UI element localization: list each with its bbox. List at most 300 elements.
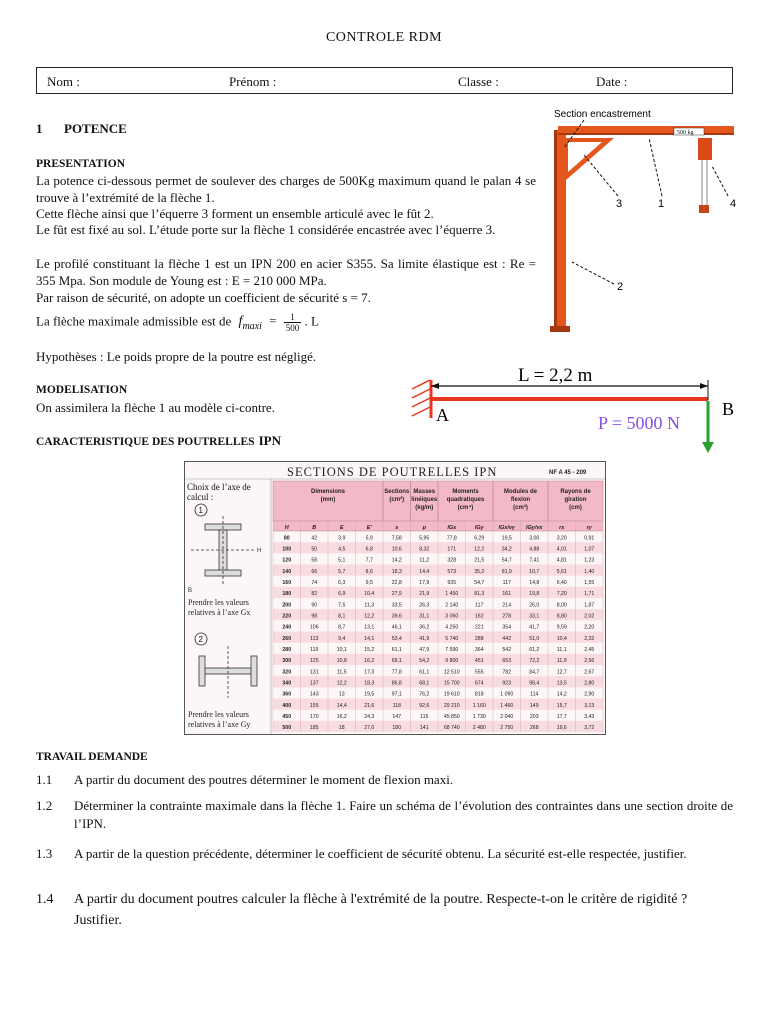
ipn-cell: 3,72 [584,725,595,732]
ipn-cell: 33,5 [391,602,402,609]
ipn-cell: 340 [282,680,292,687]
ipn-cell: 143 [309,691,319,698]
ipn-cell: 80 [283,535,290,542]
ipn-cell: 2,20 [584,624,595,631]
ipn-cell: 10,4 [556,635,567,642]
ipn-cell: 19,5 [364,691,375,698]
ipn-cell: 0,91 [584,535,595,542]
ipn-cell: 221 [474,624,484,631]
ipn-cell: 10,8 [336,658,347,665]
ipn-cell: 35,2 [474,568,485,575]
ipn-cell: 140 [282,568,292,575]
ipn-column-header: p [422,525,426,531]
ipn-cell: 8,7 [338,624,346,631]
ipn-cell: 14,4 [336,702,347,709]
fleche-variable: f [238,314,243,330]
nom-label: Nom : [47,74,80,89]
ipn-cell: 6,3 [338,580,346,587]
ipn-cell: 50 [311,546,318,553]
ipn-cell: 10,6 [391,546,402,553]
ipn-cell: 220 [282,613,292,620]
ipn-cell: 81,9 [501,568,512,575]
ipn-cell: 2 480 [472,725,486,732]
ipn-cell: 15,2 [364,647,375,654]
axis-choice-line2: calcul : [187,492,214,502]
ipn-cell: 2,56 [584,658,595,665]
date-label: Date : [596,74,628,89]
ipn-group-header: (cm⁴) [457,505,474,511]
ipn-cell: 400 [282,702,292,709]
hoist [698,138,712,160]
ipn-cell: 39,6 [391,613,402,620]
presentation-paragraph-2: Cette flèche ainsi que l’équerre 3 forment un ensemble articulé avec le fût 2. [36,206,434,221]
ipn-cell: 54,2 [419,658,430,665]
ipn-cell: 14,8 [529,580,540,587]
ipn-cell: 113 [310,635,319,642]
ipn-cell: 555 [474,669,484,676]
ipn-group-header: Sections [384,489,410,495]
hypotheses-text: Hypothèses : Le poids propre de la poutre est négligé. [36,349,317,364]
question-text: Déterminer la contrainte maximale dans la flèche 1. Faire un schéma de l’évolution des contraintes dans une section droite de l’IPN. [74,798,733,831]
fig2-number: 2 [198,635,203,644]
presentation-paragraph-3: Le fût est fixé au sol. L’étude porte sur la flèche 1 considérée encastrée avec l’équerre 3. [36,222,496,237]
presentation-paragraph-5: Par raison de sécurité, on adopte un coefficient de sécurité s = 7. [36,290,371,305]
ipn-cell: 7,41 [529,557,540,564]
ipn-cell: 92,6 [419,702,430,709]
ipn-column-header: H [284,525,289,531]
ipn-cell: 58 [311,557,318,564]
ipn-cell: 1,71 [584,591,595,598]
length-label: L = 2,2 m [518,365,593,386]
ipn-cell: 923 [502,680,512,687]
ipn-cell: 4,88 [529,546,540,553]
ipn-cell: 19 610 [443,691,460,698]
ipn-cell: 74 [311,580,318,587]
ipn-cell: 21,5 [474,557,485,564]
ipn-norm: NF A 45 - 209 [549,470,587,476]
ipn-cell: 2,80 [584,680,595,687]
ipn-cell: 2 750 [500,725,514,732]
ipn-cell: 12,2 [364,613,375,620]
ipn-cell: 5 740 [445,635,459,642]
ipn-cell: 162 [474,613,484,620]
modelisation-heading: MODELISATION [36,384,128,396]
question-number: 1.2 [36,798,53,813]
ipn-cell: 137 [309,680,319,687]
classe-label: Classe : [458,74,499,89]
note-gy-line2: relatives à l’axe Gy [188,720,251,729]
caracteristiques-heading [36,432,281,450]
ipn-cell: 90 [311,602,318,609]
ipn-cell: 203 [529,714,539,721]
ipn-cell: 3,13 [584,702,595,709]
question-text: A partir de la question précédente, déterminer le coefficient de sécurité obtenu. La sécurité est-elle respectée, justifier. [74,846,687,861]
ipn-cell: 240 [282,624,292,631]
ipn-cell: 7,7 [365,557,373,564]
ipn-column-header: ry [586,525,592,531]
ipn-cell: 8,6 [365,568,373,575]
ipn-cell: 19,5 [501,535,512,542]
load-arrow-head [702,442,714,453]
ipn-cell: 51,0 [529,635,540,642]
ipn-cell: 1,40 [584,568,595,575]
ipn-cell: 117 [475,602,484,609]
svg-text:H: H [257,548,262,554]
ipn-cell: 46,1 [391,624,402,631]
ipn-cell: 2,67 [584,669,595,676]
ipn-group-header: (kg/m) [415,505,434,511]
ipn-cell: 117 [502,580,511,587]
ipn-cell: 41,7 [529,624,540,631]
ipn-cell: 160 [282,580,292,587]
ipn-cell: 13 [338,691,345,698]
ipn-cell: 18,3 [364,680,375,687]
ipn-cell: 1 460 [500,702,514,709]
ipn-cell: 118 [392,702,401,709]
crane-photo [544,100,746,334]
ipn-cell: 100 [282,546,292,553]
ipn-cell: 11,9 [556,658,567,665]
ipn-cell: 147 [392,714,402,721]
ipn-cell: 42 [311,535,318,542]
ipn-cell: 61,1 [391,647,402,654]
ipn-cell: 364 [474,647,484,654]
ipn-cell: 8,1 [338,613,346,620]
question-1-4 [36,889,733,933]
ipn-group-header: (cm) [569,505,582,511]
ipn-cell: 13,5 [556,680,567,687]
ipn-cell: 185 [309,725,319,732]
ipn-cell: 76,2 [419,691,430,698]
section-title: POTENCE [64,121,127,136]
ipn-cell: 354 [502,624,512,631]
ipn-cell: 9 800 [445,658,459,665]
ipn-cell: 300 [282,658,292,665]
ipn-sections-table [184,461,606,735]
ipn-cell: 1,07 [584,546,595,553]
ipn-cell: 84,7 [529,669,540,676]
callout-3: 3 [616,198,623,210]
ipn-cell: 26,0 [529,602,540,609]
ipn-cell: 27,0 [364,725,375,732]
ipn-column-header: B [312,525,317,531]
ipn-table-title: SECTIONS DE POUTRELLES IPN [287,465,498,479]
ipn-cell: 320 [282,669,292,676]
ipn-column-header: IGx/vy [498,525,516,531]
ipn-cell: 14,2 [556,691,567,698]
ipn-column-header: IGx [447,525,457,531]
ipn-cell: 10,7 [529,568,540,575]
ipn-cell: 53,4 [391,635,402,642]
ipn-cell: 41,9 [419,635,430,642]
ipn-cell: 86,8 [391,680,402,687]
beam-model-diagram [402,360,752,460]
fleche-subscript: maxi [242,321,262,333]
ipn-cell: 5,61 [556,568,567,575]
note-gx-line1: Prendre les valeurs [188,598,249,607]
ipn-cell: 66 [311,568,318,575]
caracteristiques-ipn: IPN [258,433,281,448]
ipn-group-header: giration [564,497,587,503]
ipn-cell: 1,55 [584,580,595,587]
ipn-cell: 119 [310,647,319,654]
ipn-cell: 12 510 [443,669,460,676]
ipn-cell: 69,1 [391,658,402,665]
ipn-cell: 17,3 [364,669,375,676]
ipn-cell: 3,9 [338,535,346,542]
presentation-paragraph-4: Le profilé constituant la flèche 1 est un IPN 200 en acier S355. Sa limite élastique est : Re = 355 Mpa. Son module de Young est : E = 210 000 MPa. [36,256,536,288]
ipn-cell: 4 250 [445,624,459,631]
section-encastrement-label: Section encastrement [554,109,651,120]
ipn-cell: 17,7 [556,714,567,721]
ipn-cell: 45 850 [443,714,460,721]
ipn-cell: 260 [282,635,292,642]
ipn-cell: 6,9 [338,591,346,598]
ipn-group-header: (cm³) [513,505,528,511]
ipn-cell: 6,8 [365,546,373,553]
ipn-cell: 2 140 [445,602,459,609]
ipn-cell: 98 [311,613,318,620]
fig1-number: 1 [198,506,203,515]
axis-choice-line1: Choix de l’axe de [187,482,251,492]
ipn-group-header: flexion [510,497,531,503]
ipn-group-header: quadratiques [446,497,485,503]
ipn-cell: 54,7 [474,580,485,587]
page-title: CONTROLE RDM [325,30,443,45]
callout-4: 4 [730,198,737,210]
travail-heading: TRAVAIL DEMANDE [36,751,148,763]
ipn-column-header: E [339,525,344,531]
ipn-cell: 14,1 [364,635,375,642]
ipn-group-header: (cm²) [389,497,405,503]
ipn-cell: 77,8 [446,535,457,542]
ipn-cell: 200 [282,602,292,609]
ipn-cell: 14,2 [391,557,402,564]
fleche-denominator: 500 [285,323,300,333]
ipn-cell: 288 [474,635,484,642]
ipn-cell: 15 700 [443,680,460,687]
ipn-cell: 68 740 [443,725,460,732]
ipn-cell: 47,9 [419,647,430,654]
ipn-cell: 27,9 [391,591,402,598]
ipn-cell: 72,2 [529,658,540,665]
ipn-cell: 11,1 [556,647,567,654]
note-gx-line2: relatives à l’axe Gx [188,608,251,617]
ipn-cell: 19,8 [529,591,540,598]
ipn-cell: 674 [474,680,484,687]
ipn-cell: 2 040 [500,714,514,721]
ipn-cell: 1 730 [472,714,486,721]
point-b-label: B [722,399,735,419]
section-number: 1 [36,121,43,136]
ipn-column-header: IGy [474,525,484,531]
ipn-cell: 5,95 [419,535,430,542]
ipn-cell: 11,2 [419,557,430,564]
ipn-cell: 161 [502,591,512,598]
question-number: 1.4 [36,892,54,907]
ipn-cell: 171 [447,546,457,553]
ipn-cell: 451 [474,658,484,665]
ipn-cell: 131 [309,669,319,676]
ipn-cell: 214 [502,602,512,609]
ipn-cell: 29 210 [443,702,460,709]
ipn-cell: 328 [447,557,457,564]
ipn-cell: 34,2 [501,546,512,553]
ipn-cell: 542 [502,647,512,654]
ipn-cell: 5,1 [338,557,346,564]
ipn-cell: 500 [282,725,292,732]
ipn-cell: 442 [502,635,512,642]
ipn-cell: 268 [529,725,539,732]
ipn-group-header: Dimensions [310,489,346,495]
ipn-cell: 935 [447,580,457,587]
ipn-column-header: E' [366,525,372,531]
ipn-cell: 10,4 [364,591,375,598]
ipn-cell: 1 450 [445,591,459,598]
ipn-cell: 2,32 [584,635,595,642]
ipn-cell: 14,4 [419,568,430,575]
ipn-cell: 120 [282,557,292,564]
fleche-numerator: 1 [284,312,302,323]
ipn-cell: 7,58 [391,535,402,542]
ipn-cell: 9,4 [338,635,346,642]
ipn-cell: 10,1 [336,647,347,654]
ipn-cell: 141 [419,725,429,732]
ipn-cell: 180 [392,725,402,732]
question-text: A partir du document poutres calculer la flèche à l'extrémité de la poutre. Respecte-t-on le critère de rigidité ? Justifier. [74,892,688,928]
ipn-cell: 15,7 [556,702,567,709]
fleche-fraction [284,312,302,333]
ipn-cell: 573 [447,568,457,575]
ipn-cell: 3,20 [556,535,567,542]
ipn-cell: 11,5 [336,669,347,676]
svg-text:B: B [188,588,193,594]
ipn-cell: 2,02 [584,613,595,620]
ipn-cell: 12,7 [556,669,567,676]
ipn-cell: 450 [282,714,292,721]
ipn-column-header: IGy/vx [525,525,543,531]
ipn-cell: 16,2 [336,714,347,721]
ipn-cell: 4,5 [338,546,346,553]
ipn-cell: 8,32 [419,546,430,553]
ipn-cell: 68,1 [419,680,430,687]
student-info-box [36,67,733,94]
ipn-cell: 77,8 [391,669,402,676]
ipn-cell: 7,20 [556,591,567,598]
ipn-cell: 9,5 [365,580,373,587]
point-a-label: A [436,405,449,425]
ipn-column-header: rx [559,525,565,531]
ipn-cell: 149 [529,702,539,709]
question-number: 1.3 [36,846,53,861]
caracteristiques-title: CARACTERISTIQUE DES POUTRELLES [36,436,255,448]
ipn-cell: 16,2 [364,658,375,665]
ipn-cell: 12,2 [474,546,485,553]
ipn-group-header: Masses [413,489,436,495]
fleche-equals: = [269,313,277,329]
load-plate-text: 500 kg [677,130,694,136]
fleche-suffix: . L [304,313,319,329]
ipn-cell: 33,1 [529,613,540,620]
ipn-cell: 22,8 [391,580,402,587]
ipn-cell: 36,2 [419,624,430,631]
ipn-column-header: s [395,525,399,531]
ipn-cell: 21,6 [364,702,375,709]
question-1-1 [36,771,733,791]
ipn-group-header: linéiques [411,497,438,503]
presentation-paragraph-1: La potence ci-dessous permet de soulever des charges de 500Kg maximum quand le palan 4 se trouve à l’extrémité de la flèche 1. [36,173,536,205]
ipn-cell: 1,87 [584,602,595,609]
ipn-cell: 61,1 [419,669,430,676]
load-label: P = 5000 N [598,413,680,433]
ipn-cell: 21,9 [419,591,430,598]
ipn-cell: 97,1 [391,691,402,698]
ipn-cell: 24,3 [364,714,375,721]
ipn-cell: 13,1 [364,624,375,631]
question-1-2 [36,797,733,837]
ipn-cell: 782 [502,669,512,676]
ipn-cell: 19,6 [556,725,567,732]
ipn-cell: 1 160 [472,702,486,709]
ipn-cell: 54,7 [501,557,512,564]
ipn-cell: 81,3 [474,591,485,598]
ipn-cell: 11,3 [364,602,375,609]
ipn-cell: 115 [420,714,429,721]
ipn-cell: 114 [530,691,539,698]
ipn-cell: 98,4 [529,680,540,687]
ipn-cell: 17,9 [419,580,430,587]
ipn-cell: 82 [311,591,318,598]
ipn-group-header: (mm) [320,497,336,503]
ipn-cell: 61,2 [529,647,540,654]
ipn-cell: 31,1 [419,613,430,620]
ipn-cell: 125 [309,658,319,665]
ipn-cell: 3,00 [529,535,540,542]
fleche-prefix: La flèche maximale admissible est de [36,313,232,329]
question-text: A partir du document des poutres déterminer le moment de flexion maxi. [74,772,454,787]
note-gy-line1: Prendre les valeurs [188,710,249,719]
ipn-cell: 1 090 [500,691,514,698]
ipn-cell: 106 [309,624,319,631]
ipn-cell: 278 [502,613,512,620]
ipn-cell: 4,81 [556,557,567,564]
callout-2: 2 [617,281,624,293]
ipn-cell: 26,3 [419,602,430,609]
question-1-3 [36,845,733,885]
ipn-cell: 155 [309,702,319,709]
ipn-cell: 170 [309,714,319,721]
ipn-cell: 12,2 [336,680,347,687]
ipn-cell: 7,5 [338,602,346,609]
ipn-cell: 3,43 [584,714,595,721]
ipn-cell: 653 [502,658,512,665]
ipn-group-header: Moments [452,489,479,495]
prenom-label: Prénom : [229,74,277,89]
ipn-cell: 2,45 [584,647,595,654]
ipn-cell: 5,7 [338,568,346,575]
ipn-cell: 1,23 [584,557,595,564]
ipn-cell: 8,00 [556,602,567,609]
ipn-cell: 5,9 [365,535,373,542]
ipn-cell: 180 [282,591,292,598]
ipn-cell: 818 [474,691,484,698]
ipn-cell: 7 590 [445,647,459,654]
ipn-cell: 6,40 [556,580,567,587]
ipn-cell: 18,3 [391,568,402,575]
fleche-max-line [36,312,536,338]
ipn-cell: 280 [282,647,292,654]
ipn-cell: 8,80 [556,613,567,620]
